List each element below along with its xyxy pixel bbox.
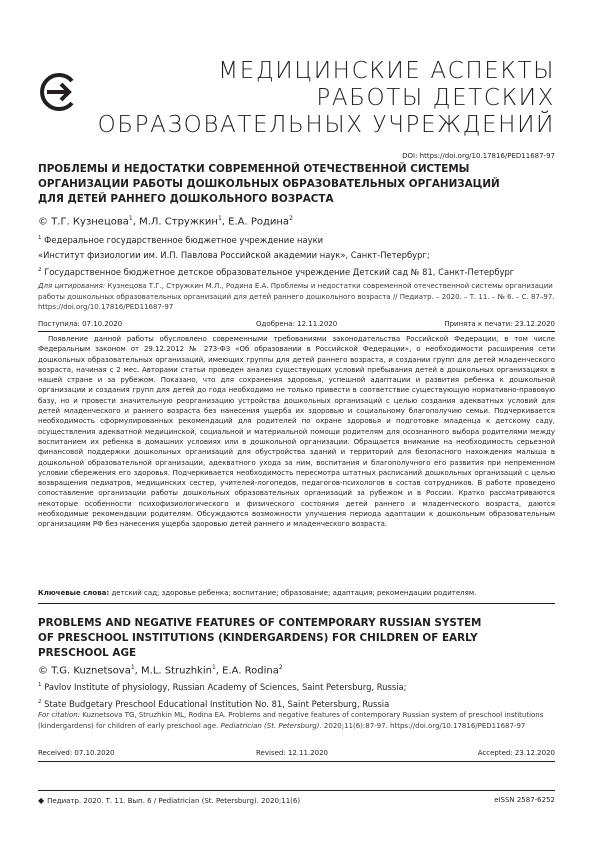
doi-link[interactable]: DOI: https://doi.org/10.17816/PED11687-97 (402, 152, 555, 160)
citation-label: For citation: (38, 711, 81, 719)
revised-date: Revised: 12.11.2020 (256, 749, 329, 757)
received-date: Received: 07.10.2020 (38, 749, 115, 757)
citation-text: Kuznetsova TG, Struzhkin ML, Rodina EA. Problems and negative features of contemporary Russian system of preschool institutions (kindergardens) for children of early preschool age. (38, 711, 544, 730)
section-header-line: ОБРАЗОВАТЕЛЬНЫХ УЧРЕЖДЕНИЙ (97, 112, 555, 138)
keywords-label: Ключевые слова: (38, 589, 110, 597)
received-date: Поступила: 07.10.2020 (38, 320, 123, 328)
affiliation: State Budgetary Preschool Educational Institution No. 81, Saint Petersburg, Russia (44, 698, 390, 709)
citation-label: Для цитирования: (38, 282, 106, 290)
title-line: PROBLEMS AND NEGATIVE FEATURES OF CONTEMPORARY RUSSIAN SYSTEM (38, 617, 482, 629)
accepted-date: Принята к печати: 23.12.2020 (444, 320, 555, 328)
diamond-icon: ◆ (38, 796, 45, 805)
author-name: E.A. Rodina (222, 665, 279, 677)
footer-issn: eISSN 2587-6252 (494, 796, 555, 804)
author-sup: 1 (217, 215, 222, 222)
title-line: ПРОБЛЕМЫ И НЕДОСТАТКИ СОВРЕМЕННОЙ ОТЕЧЕСТВЕННОЙ СИСТЕМЫ (38, 163, 470, 175)
author-name: М.Л. Стружкин (139, 216, 218, 228)
affiliation: Государственное бюджетное детское образовательное учреждение Детский сад № 81, Санкт-Петербург (44, 266, 515, 277)
affil-sup: 2 (38, 698, 42, 705)
footer-divider (38, 790, 555, 791)
author-sup: 1 (128, 215, 133, 222)
keywords-ru (38, 588, 555, 598)
footer-citation (38, 796, 300, 805)
author-sup: 1 (211, 664, 216, 671)
journal-logo-icon (38, 71, 80, 113)
author-sup: 1 (130, 664, 135, 671)
dates-en (38, 749, 555, 761)
author-sup: 2 (278, 664, 283, 671)
copyright-sign: © (38, 665, 48, 677)
title-line: ДЛЯ ДЕТЕЙ РАННЕГО ДОШКОЛЬНОГО ВОЗРАСТА (38, 193, 334, 205)
title-line: PRESCHOOL AGE (38, 647, 137, 659)
section-header (98, 58, 555, 139)
affiliations-ru (38, 232, 514, 279)
authors-ru: © Т.Г. Кузнецова$^1$, М.Л. Стружкин$^1$, Е.А. Родина$^2$ (38, 215, 293, 228)
author-name: M.L. Struzhkin (141, 665, 212, 677)
citation-tail: 2020;11(6):87-97. https://doi.org/10.17816/PED11687-97 (323, 721, 526, 730)
affil-sup: 2 (38, 266, 42, 273)
affiliations-en (38, 679, 406, 711)
author-sup: 2 (289, 215, 293, 222)
author-name: T.G. Kuznetsova (51, 665, 131, 677)
abstract-ru: Появление данной работы обусловлено современными требованиями законодательства Российской Федерации, в том числе Федеральным законом от 29.12.2012 № 273-ФЗ «Об образовании в Российской Федерации», о необходимости расширения сети дошкольных образовательных организаций, имеющих группы для детей раннего возраста, и создании групп для детей младенческого возраста, начиная с 2 мес. Авторами статьи проведен анализ существующих условий пребывания детей в дошкольных организациях в нашей стране и за рубежом. Показано, что для сохранения здоровья, успешной адаптации и развития ребенка к дошкольной организации и создания групп для детей до года необходимо не только привести в соответствие существующую нормативно-правовую базу, но и провести значительную реорганизацию устройства дошкольных организаций с целью создания адекватных условий для детей младенческого и раннего возраста без нанесения ущерба их здоровью и социальному благополучию семьи. Подчеркивается необходимость сформулированных рекомендаций для родителей по охране здоровья и подготовке младенца к детскому саду, осуществления адекватной медицинской, социальной и материальной помощи родителям для осознанного выбора родителями между воспитанием их ребенка в домашних условиях или в дошкольной организации. Обращается внимание на необходимость серьезной финансовой поддержки дошкольных организаций для обустройства зданий и территорий для безопасного нахождения малыша в дошкольной образовательной организации, адекватного ухода за ним, воспитания и благополучного его развития при непременном условии сбережения его здоровья. Подчеркивается необходимость пересмотра штатных расписаний дошкольных организаций с целью возвращения педиатров, медицинских сестер, учителей-логопедов, педагогов-психологов в состав сотрудников. В работе проведено сопоставление организации работы дошкольных образовательных организаций за рубежом и в России. Кратко рассматриваются некоторые особенности психофизиологического и физического состояния детей раннего и младенческого возраста, даются необходимые рекомендации родителям. Обсуждаются возможности улучшения периода адаптации к дошкольным образовательным организациям РФ без нанесения ущерба здоровью детей раннего и младенческого возраста. (38, 335, 555, 529)
affil-sup: 1 (38, 235, 42, 241)
affiliation: Федеральное государственное бюджетное учреждение науки (44, 234, 324, 245)
authors-en: © T.G. Kuznetsova$^1$, M.L. Struzhkin$^1$, E.A. Rodina$^2$ (38, 664, 283, 677)
title-line: ОРГАНИЗАЦИИ РАБОТЫ ДОШКОЛЬНЫХ ОБРАЗОВАТЕЛЬНЫХ ОРГАНИЗАЦИЙ (38, 178, 500, 190)
section-header-line: РАБОТЫ ДЕТСКИХ (316, 85, 555, 111)
accepted-date: Accepted: 23.12.2020 (477, 749, 555, 757)
article-title-ru (38, 162, 540, 207)
author-name: Е.А. Родина (228, 216, 290, 228)
article-title-en (38, 616, 540, 661)
citation-journal: Pediatrician (St. Petersburg). (220, 721, 322, 730)
citation-en (38, 710, 555, 731)
section-header-line: МЕДИЦИНСКИЕ АСПЕКТЫ (218, 58, 555, 84)
copyright-sign: © (38, 216, 48, 228)
author-name: Т.Г. Кузнецова (51, 216, 129, 228)
citation-ru (38, 281, 555, 313)
citation-text: Кузнецова Т.Г., Стружкин М.Л., Родина Е.А. Проблемы и недостатки современной отечественной системы организации работы дошкольных образовательных организаций для детей раннего дошкольного возраста // Педиатр. – 2020. – Т. 11. – № 6. – С. 87–97. https://doi.org/10.17816/PED11687-97 (38, 282, 555, 312)
keywords-text: детский сад; здоровье ребенка; воспитание; образование; адаптация; рекомендации родителям. (111, 589, 477, 597)
divider (38, 331, 555, 332)
affiliation: Pavlov Institute of physiology, Russian Academy of Sciences, Saint Petersburg, Russia; (44, 681, 407, 692)
title-line: OF PRESCHOOL INSTITUTIONS (KINDERGARDENS) FOR CHILDREN OF EARLY (38, 632, 478, 644)
revised-date: Одобрена: 12.11.2020 (256, 320, 338, 328)
divider (38, 761, 555, 762)
affil-sup: 1 (38, 682, 42, 688)
footer-left-text: Педиатр. 2020. Т. 11. Вып. 6 / Pediatrician (St. Petersburg). 2020;11(6) (47, 797, 301, 805)
affiliation: «Институт физиологии им. И.П. Павлова Российской академии наук», Санкт-Петербург; (38, 249, 430, 260)
divider (38, 603, 555, 604)
